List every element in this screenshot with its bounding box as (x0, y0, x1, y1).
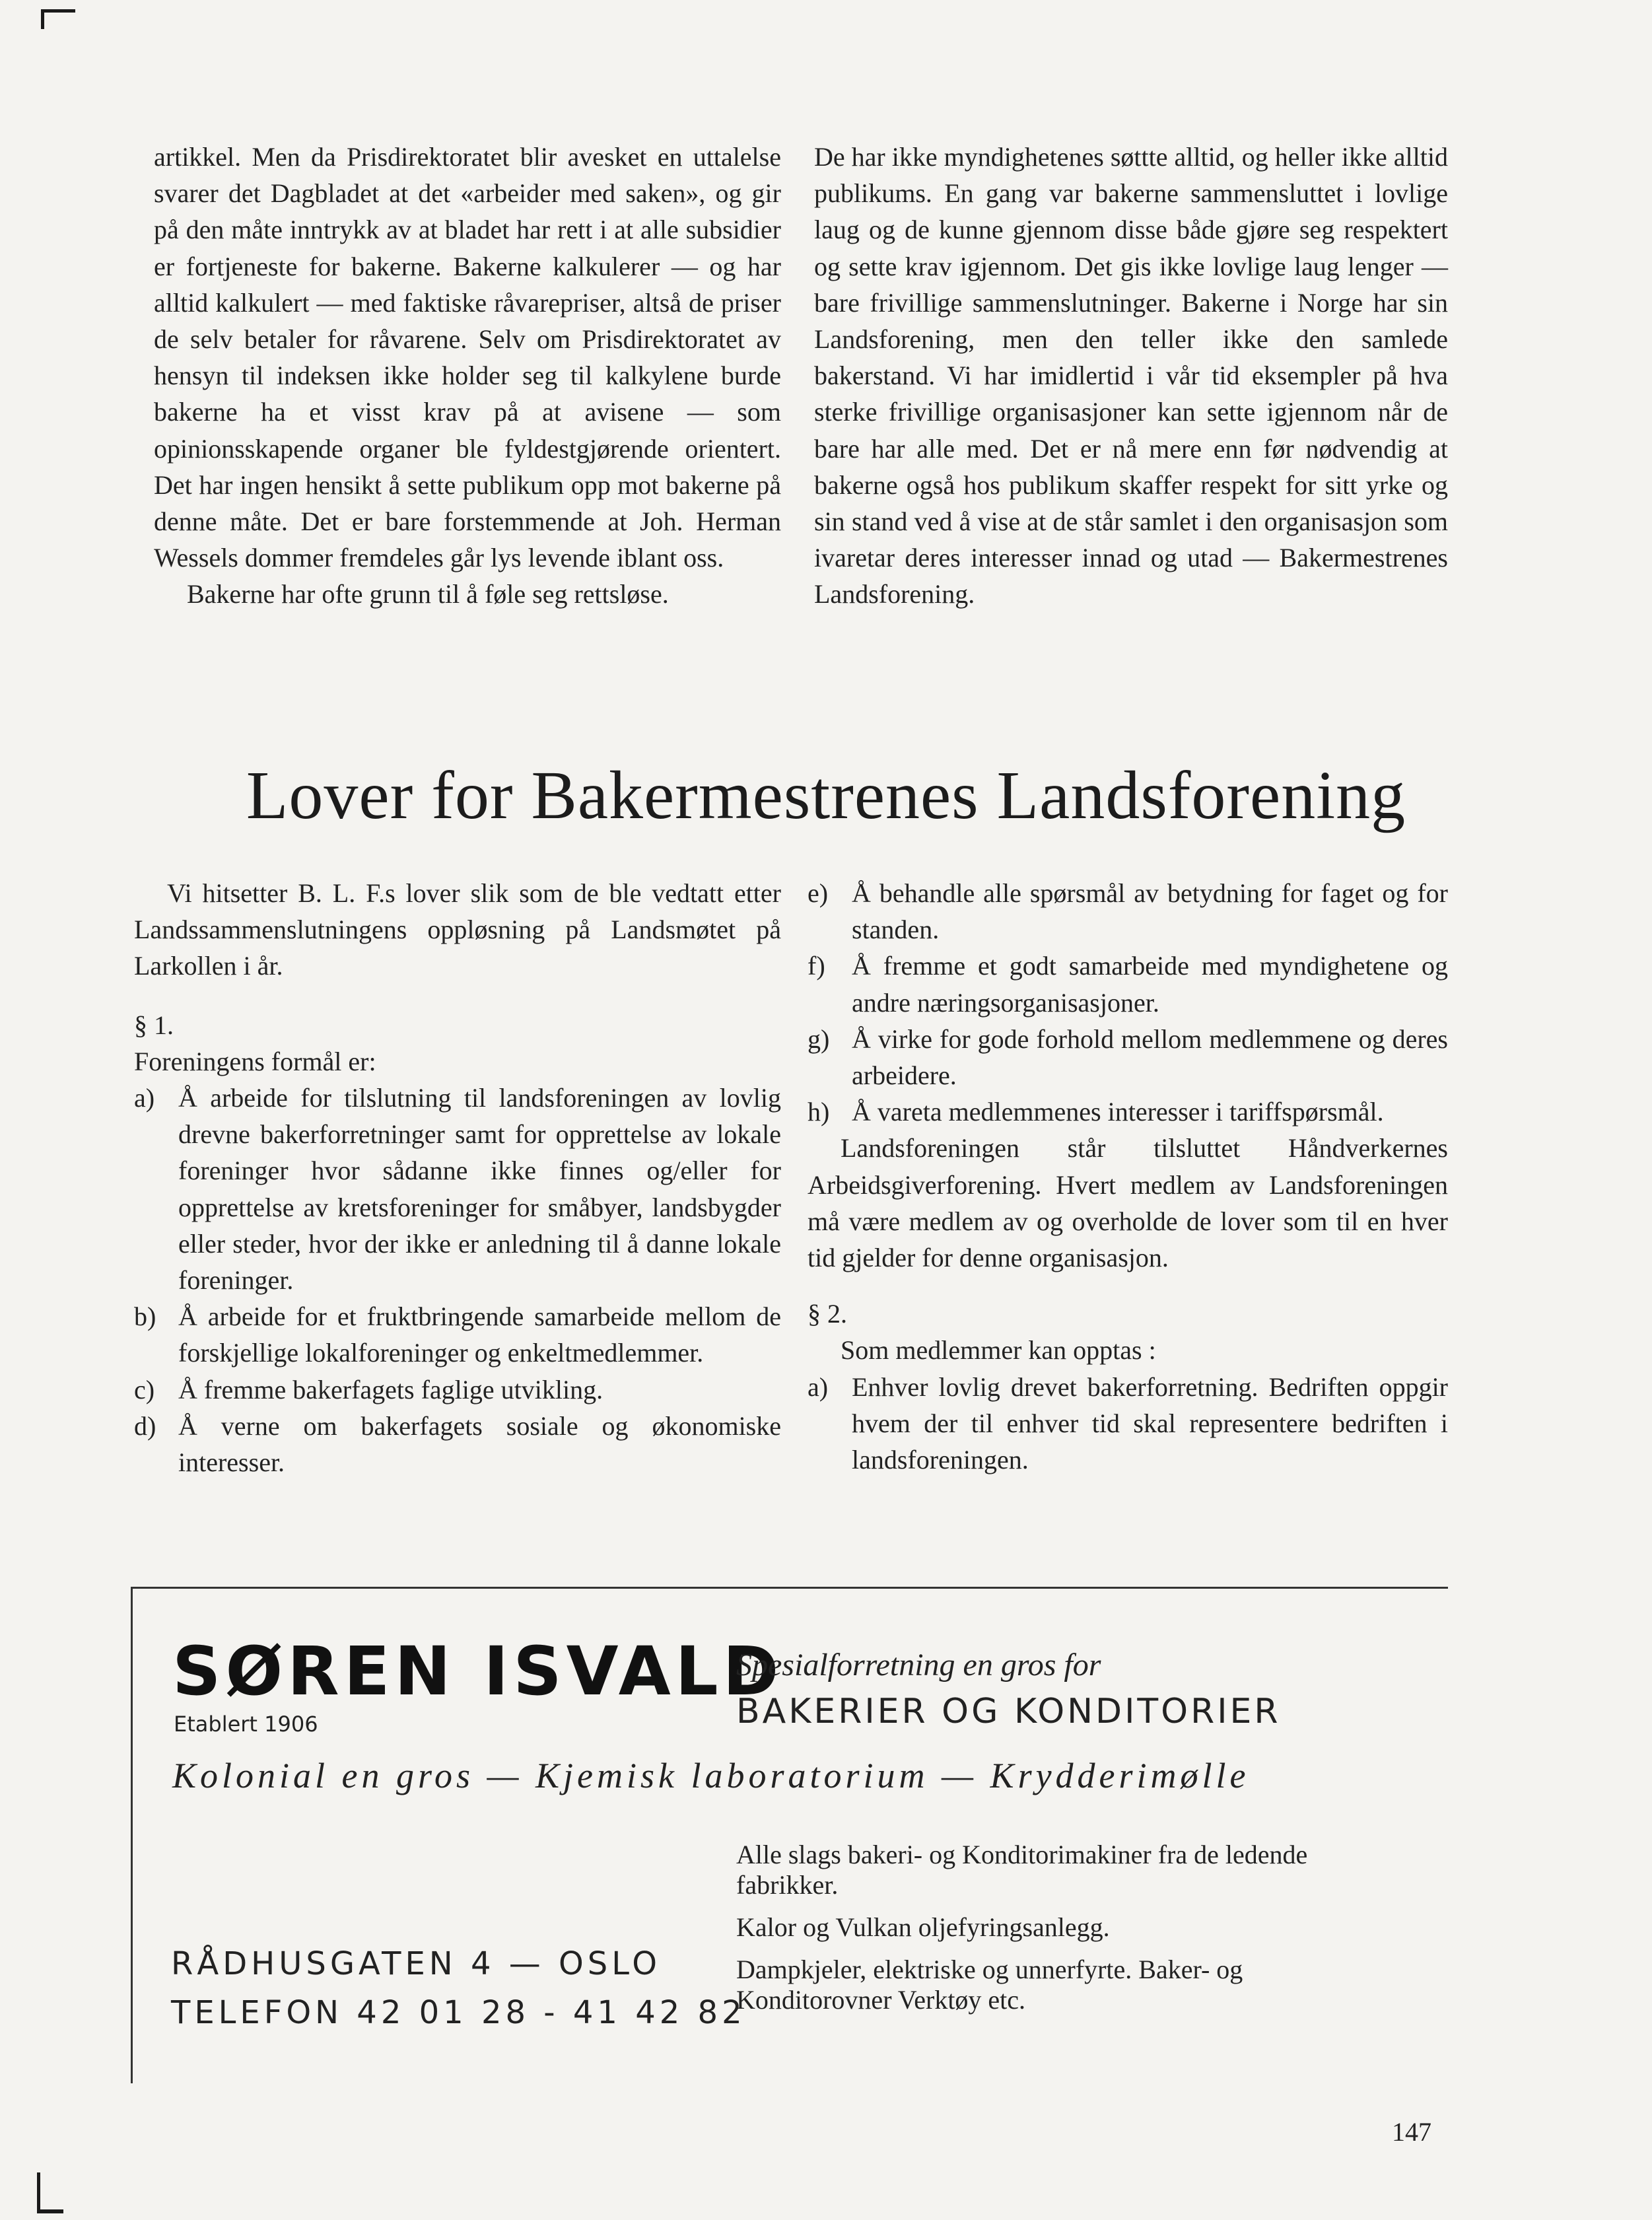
item-text: Enhver lovlig drevet bakerforretning. Bedriften oppgir hvem der til enhver tid skal representere bedriften i landsforeningen. (852, 1371, 1448, 1475)
list-item (808, 1093, 1448, 1130)
item-label: d) (134, 1410, 156, 1441)
company-phone: TELEFON 42 01 28 - 41 42 82 (171, 1994, 746, 2031)
section-lead-2: Som medlemmer kan opptas : (841, 1335, 1156, 1366)
item-label: g) (808, 1023, 830, 1054)
item-label: h) (808, 1097, 830, 1127)
company-tagline: Spesialforretning en gros for (736, 1648, 1101, 1682)
list-item (134, 1298, 781, 1371)
list-item (808, 948, 1448, 1020)
item-text: Å vareta medlemmenes interesser i tariffspørsmål. (852, 1097, 1384, 1127)
product-line: Alle slags bakeri- og Konditorimakiner fra de ledende fabrikker. (736, 1840, 1308, 1900)
article-paragraph: De har ikke myndighetenes søttte alltid, og heller ikke alltid publikums. En gang var bakerne sammensluttet i lovlige laug og de kunne gjennom disse både gjøre seg respektert og sette krav igjennom. Det gis ikke lovlige laug lenger — bare frivillige sammenslutninger. Bakerne i Norge har sin Landsforening, men den teller ikke den samlede bakerstand. Vi har imidlertid i vår tid eksempler på hva sterke frivillige organisasjoner kan sette igjennom når de bare har alle med. Det er nå mere enn før nødvendig at bakerne også hos publikum skaffer respekt for sitt yrke og sin stand ved å vise at de står samlet i den organisasjon som ivaretar deres interesser innad og utad — Bakermestrenes Landsforening. (814, 142, 1448, 609)
scan-edge-left (41, 9, 44, 29)
advertisement-box (131, 1587, 1448, 2083)
page-number: 147 (1392, 2117, 1431, 2147)
statutes-column-right (808, 875, 1448, 1478)
list-item (134, 1080, 781, 1298)
item-label: c) (134, 1374, 155, 1405)
section-mark-2: § 2. (808, 1299, 847, 1329)
item-label: a) (134, 1083, 155, 1113)
statutes-column-left (134, 875, 781, 1480)
scan-edge-top (41, 9, 75, 13)
article-column-left (154, 139, 781, 613)
intro-paragraph: Vi hitsetter B. L. F.s lover slik som de ble vedtatt etter Landssammenslutningens oppløsning på Landsmøtet på Larkollen i år. (134, 878, 781, 981)
list-item (134, 1371, 781, 1408)
scan-edge-bottom (37, 2172, 40, 2212)
list-item (808, 875, 1448, 948)
item-text: Å virke for gode forhold mellom medlemmene og deres arbeidere. (852, 1023, 1448, 1091)
list-item (808, 1369, 1448, 1478)
company-name: SØREN ISVALD (172, 1632, 784, 1711)
list-item (808, 1021, 1448, 1093)
company-specialty: BAKERIER OG KONDITORIER (736, 1692, 1281, 1731)
item-label: a) (808, 1371, 829, 1402)
item-text: Å arbeide for tilslutning til landsforeningen av lovlig drevne bakerforretninger samt for opprettelse av lokale foreninger hvor sådanne ikke finnes og/eller for opprettelse av kretsforeninger for småbyer, landsbygder eller steder, hvor der ikke er anledning til å danne lokale foreninger. (178, 1083, 781, 1296)
section-heading: Lover for Bakermestrenes Landsforening (246, 757, 1406, 833)
article-paragraph: artikkel. Men da Prisdirektoratet blir avesket en uttalelse svarer det Dagbladet at det «arbeider med saken», og gir på den måte inntrykk av at bladet har rett i at alle subsidier er fortjeneste for bakerne. Bakerne kalkulerer — og har alltid kalkulert — med faktiske råvarepriser, altså de priser de selv betaler for råvarene. Selv om Prisdirektoratet av hensyn til indeksen ikke holder seg til kalkylene burde bakerne ha et visst krav på at avisene — som opinionsskapende organer ble fyldestgjørende orientert. Det har ingen hensikt å sette publikum opp mot bakerne på denne måte. Det er bare forstemmende at Joh. Herman Wessels dommer fremdeles går lys levende iblant oss. (154, 142, 781, 573)
product-list (736, 1840, 1330, 2027)
section-lead-1: Foreningens formål er: (134, 1046, 376, 1076)
section-mark-1: § 1. (134, 1010, 174, 1040)
product-line: Dampkjeler, elektriske og unnerfyrte. Baker- og Konditorovner Verktøy etc. (736, 1955, 1243, 2015)
item-label: e) (808, 878, 829, 908)
item-text: Å fremme bakerfagets faglige utvikling. (178, 1374, 603, 1405)
item-text: Å arbeide for et fruktbringende samarbeide mellom de forskjellige lokalforeninger og enkeltmedlemmer. (178, 1301, 781, 1368)
membership-paragraph: Landsforeningen står tilsluttet Håndverkernes Arbeidsgiverforening. Hvert medlem av Landsforeningen må være medlem av og overholde de lover som til en hver tid gjelder for denne organisasjon. (808, 1133, 1448, 1273)
item-text: Å fremme et godt samarbeide med myndighetene og andre næringsorganisasjoner. (852, 951, 1448, 1018)
article-column-right (814, 139, 1448, 613)
product-line: Kalor og Vulkan oljefyringsanlegg. (736, 1912, 1110, 1942)
article-paragraph: Bakerne har ofte grunn til å føle seg rettsløse. (187, 579, 669, 609)
business-lines: Kolonial en gros — Kjemisk laboratorium — Krydderimølle (172, 1756, 1250, 1795)
list-item (134, 1408, 781, 1480)
established-text: Etablert 1906 (174, 1712, 318, 1737)
item-text: Å verne om bakerfagets sosiale og økonomiske interesser. (178, 1410, 781, 1478)
item-text: Å behandle alle spørsmål av betydning for faget og for standen. (852, 878, 1448, 945)
item-label: f) (808, 951, 825, 981)
company-address: RÅDHUSGATEN 4 — OSLO (171, 1945, 662, 1982)
item-label: b) (134, 1301, 156, 1332)
scan-edge-bottom-foot (37, 2209, 63, 2213)
